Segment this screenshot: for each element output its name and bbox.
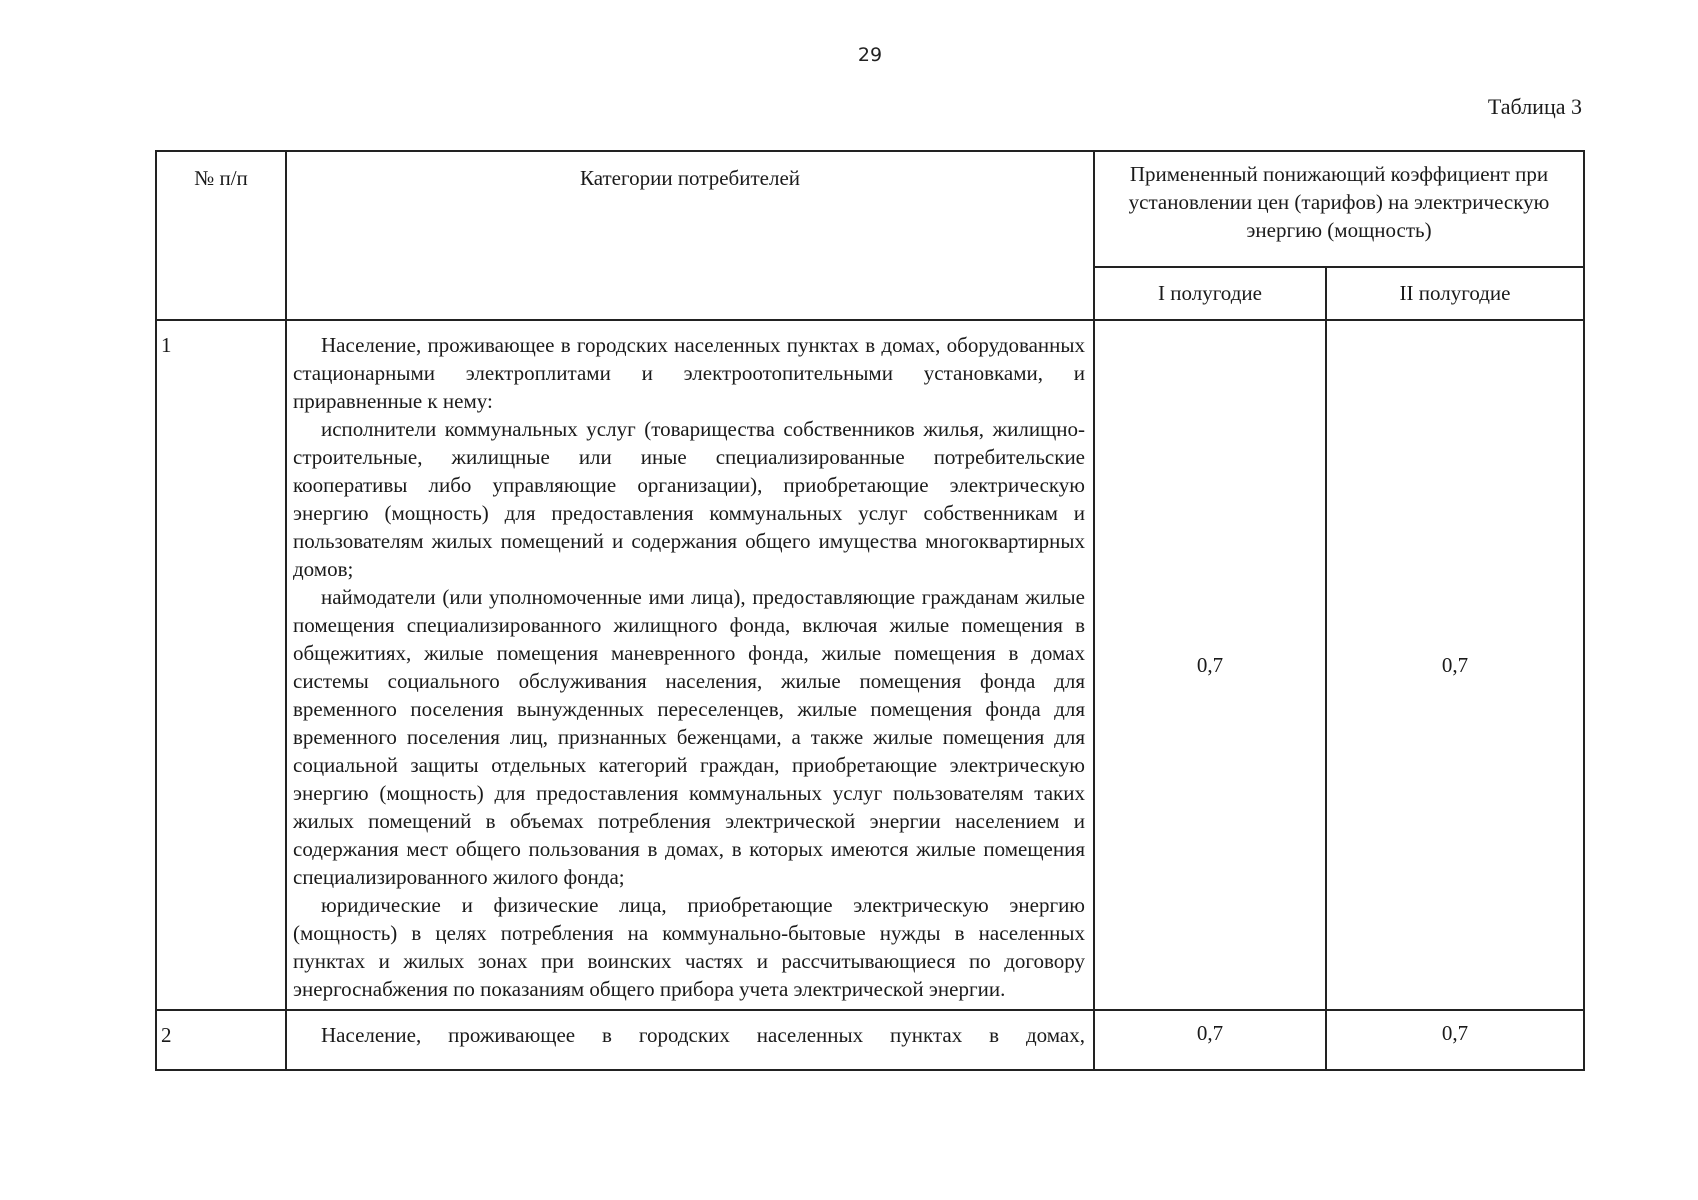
row-value-half2: 0,7 [1326, 1010, 1584, 1070]
row-paragraph: юридические и физические лица, приобретающие электрическую энергию (мощность) в целях потребления на коммунально-бытовые нужды в населенных пунктах и жилых зонах при воинских частях и рассчитывающиеся по договору энергоснабжения по показаниям общего прибора учета электрической энергии. [293, 893, 1085, 1001]
row-description [286, 320, 1094, 1010]
tariff-coefficient-table [155, 150, 1585, 1071]
header-half2: II полугодие [1326, 267, 1584, 320]
page-number: 29 [857, 44, 883, 66]
row-value-half1: 0,7 [1094, 1010, 1326, 1070]
table-label: Таблица 3 [1487, 94, 1582, 119]
header-coefficient: Примененный понижающий коэффициент при установлении цен (тарифов) на электрическую энергию (мощность) [1094, 151, 1584, 267]
header-number: № п/п [156, 151, 286, 320]
table-row [156, 320, 1584, 1010]
row-paragraph: исполнители коммунальных услуг (товарищества собственников жилья, жилищно-строительные, жилищные или иные специализированные потребительские кооперативы либо управляющие организации), приобретающие электрическую энергию (мощность) для предоставления коммунальных услуг собственникам и пользователям жилых помещений и содержания общего имущества многоквартирных домов; [293, 417, 1085, 581]
row-number: 1 [156, 320, 286, 1010]
table-row [156, 1010, 1584, 1070]
header-half1: I полугодие [1094, 267, 1326, 320]
row-value-half2: 0,7 [1326, 320, 1584, 1010]
row-paragraph: Население, проживающее в городских населенных пунктах в домах, [321, 1023, 1085, 1047]
row-paragraph: наймодатели (или уполномоченные ими лица), предоставляющие гражданам жилые помещения специализированного жилищного фонда, включая жилые помещения в общежитиях, жилые помещения маневренного фонда, жилые помещения в домах системы социального обслуживания населения, жилые помещения фонда для временного поселения вынужденных переселенцев, жилые помещения фонда для временного поселения лиц, признанных беженцами, а также жилые помещения для социальной защиты отдельных категорий граждан, приобретающие электрическую энергию (мощность) для предоставления коммунальных услуг пользователям таких жилых помещений в объемах потребления электрической энергии населением и содержания мест общего пользования в домах, в которых имеются жилые помещения специализированного жилого фонда; [293, 585, 1085, 889]
row-value-half1: 0,7 [1094, 320, 1326, 1010]
row-paragraph: Население, проживающее в городских населенных пунктах в домах, оборудованных стационарными электроплитами и электроотопительными установками, и приравненные к нему: [293, 333, 1085, 413]
row-description [286, 1010, 1094, 1070]
header-category: Категории потребителей [286, 151, 1094, 320]
row-number: 2 [156, 1010, 286, 1070]
